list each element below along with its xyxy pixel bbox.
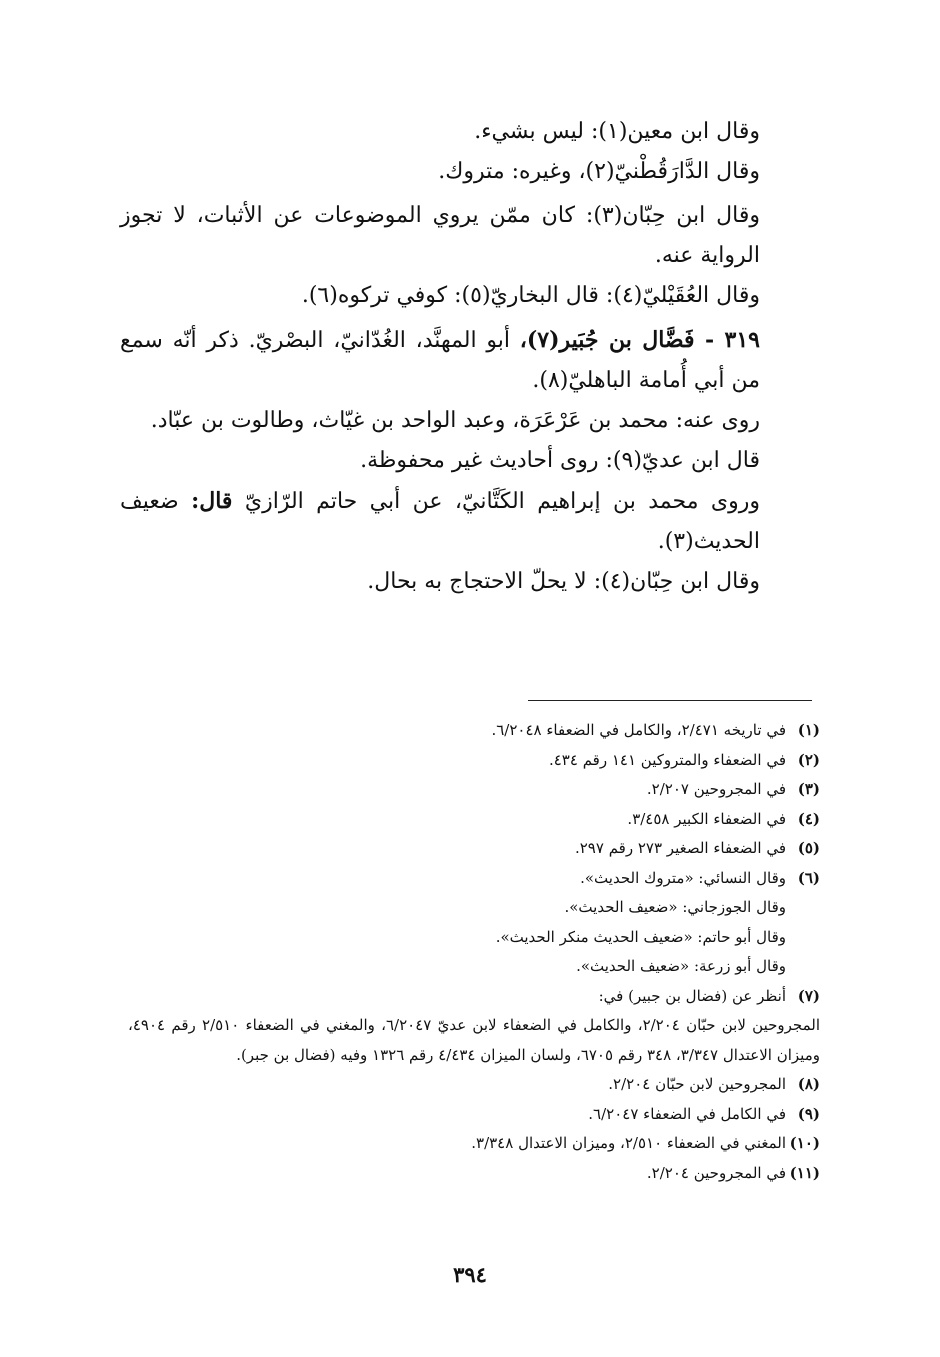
footnote-text: في تاريخه ٢/٤٧١، والكامل في الضعفاء ٦/٢٠٤٨. bbox=[491, 721, 786, 739]
footnote-text: في الضعفاء الكبير ٣/٤٥٨. bbox=[627, 809, 786, 828]
footnote-7 bbox=[128, 982, 820, 1012]
footnote-number: (٨) bbox=[797, 1075, 820, 1093]
footnote-number: (٩) bbox=[797, 1104, 820, 1123]
footnote-text: في الضعفاء الصغير ٢٧٣ رقم ٢٩٧. bbox=[574, 839, 786, 857]
footnote-4 bbox=[128, 805, 820, 835]
main-text bbox=[120, 112, 820, 602]
footnote-number: (١١) bbox=[789, 1163, 820, 1182]
footnote-3 bbox=[128, 775, 820, 805]
footnote-number: (٢) bbox=[797, 750, 820, 769]
line-ibn-main: وقال ابن معين(١): ليس بشيء. bbox=[474, 119, 760, 144]
footnote-text: في المجروحين ٢/٢٠٤. bbox=[646, 1163, 786, 1182]
footnote-number: (٣) bbox=[797, 780, 820, 798]
footnote-text: في الكامل في الضعفاء ٦/٢٠٤٧. bbox=[588, 1104, 786, 1123]
footnote-number: (١٠) bbox=[789, 1134, 820, 1152]
footnote-11 bbox=[128, 1159, 820, 1189]
kattani-rest: ضعيف الحديث(٣). bbox=[120, 489, 760, 554]
footnote-9 bbox=[128, 1100, 820, 1130]
footnote-6-jawzajani: وقال الجوزجاني: «ضعيف الحديث». bbox=[564, 898, 786, 916]
line-daraqutni: وقال الدَّارَقُطْنيّ(٢)، وغيره: متروك. bbox=[438, 159, 760, 184]
footnote-6-abu-hatim: وقال أبو حاتم: «ضعيف الحديث منكر الحديث». bbox=[495, 927, 786, 946]
footnote-text: في الضعفاء والمتروكين ١٤١ رقم ٤٣٤. bbox=[548, 750, 786, 769]
page-number: ٣٩٤ bbox=[453, 1262, 487, 1287]
footnote-5 bbox=[128, 834, 820, 864]
footnote-8 bbox=[128, 1070, 820, 1100]
footnotes bbox=[128, 716, 820, 1188]
line-narrators: روى عنه: محمد بن عَرْعَرَة، وعبد الواحد بن غيّاث، وطالوت بن عبّاد. bbox=[150, 408, 760, 433]
footnote-divider bbox=[528, 700, 812, 701]
line-kattani bbox=[120, 481, 820, 562]
entry-heading: ٣١٩ - فَضَّال بن جُبَير(٧)، bbox=[519, 327, 760, 353]
line-ibn-hibban-1: وقال ابن حِبّان(٣): كان ممّن يروي الموضوعات عن الأثبات، لا تجوز الرواية عنه. bbox=[120, 203, 760, 268]
footnote-text: المغني في الضعفاء ٢/٥١٠، وميزان الاعتدال ٣/٣٤٨. bbox=[471, 1134, 786, 1152]
footnote-6-abu-zura: وقال أبو زرعة: «ضعيف الحديث». bbox=[576, 957, 786, 975]
footnote-1 bbox=[128, 716, 820, 746]
kattani-text: وروى محمد بن إبراهيم الكَتَّانيّ، عن أبي حاتم الرّازيّ bbox=[232, 489, 761, 514]
footnote-6 bbox=[128, 864, 820, 894]
footnote-number: (٦) bbox=[797, 868, 820, 887]
footnote-10 bbox=[128, 1129, 820, 1159]
footnote-number: (٧) bbox=[797, 986, 820, 1005]
footnote-text: المجروحين لابن حبّان ٢/٢٠٤. bbox=[608, 1075, 786, 1093]
footnote-text: وقال النسائي: «متروك الحديث». bbox=[580, 868, 786, 887]
footnote-text: في المجروحين ٢/٢٠٧. bbox=[646, 780, 786, 798]
kattani-qala: قال: bbox=[191, 488, 233, 514]
line-ibn-hibban-2: وقال ابن حِبّان(٤): لا يحلّ الاحتجاج به بحال. bbox=[367, 569, 760, 594]
footnote-text: أنظر عن (فضال بن جبير) في: bbox=[598, 986, 786, 1005]
footnote-number: (١) bbox=[797, 721, 820, 739]
footnote-number: (٥) bbox=[797, 839, 820, 857]
footnote-2 bbox=[128, 746, 820, 776]
entry-319 bbox=[120, 320, 820, 401]
footnote-number: (٤) bbox=[797, 809, 820, 828]
footnote-7-sources: المجروحين لابن حبّان ٢/٢٠٤، والكامل في الضعفاء لابن عديّ ٦/٢٠٤٧، والمغني في الضعفاء ٢/٥١٠ رقم ٤٩٠٤، وميزان الاعتدال ٣/٣٤٧، ٣٤٨ رقم ٦٧٠٥، ولسان الميزان ٤/٤٣٤ رقم ١٣٢٦ وفيه (فضال بن جبر). bbox=[128, 1016, 820, 1064]
entry-body: أبو المهنَّد، الغُدّانيّ، البصْريّ. ذكر أنّه سمع من أبي أُمامة الباهليّ(٨). bbox=[120, 328, 760, 393]
line-uqayli: وقال العُقَيْليّ(٤): قال البخاريّ(٥): كوفي تركوه(٦). bbox=[301, 283, 760, 308]
line-ibn-adi: قال ابن عديّ(٩): روى أحاديث غير محفوظة. bbox=[360, 448, 760, 473]
